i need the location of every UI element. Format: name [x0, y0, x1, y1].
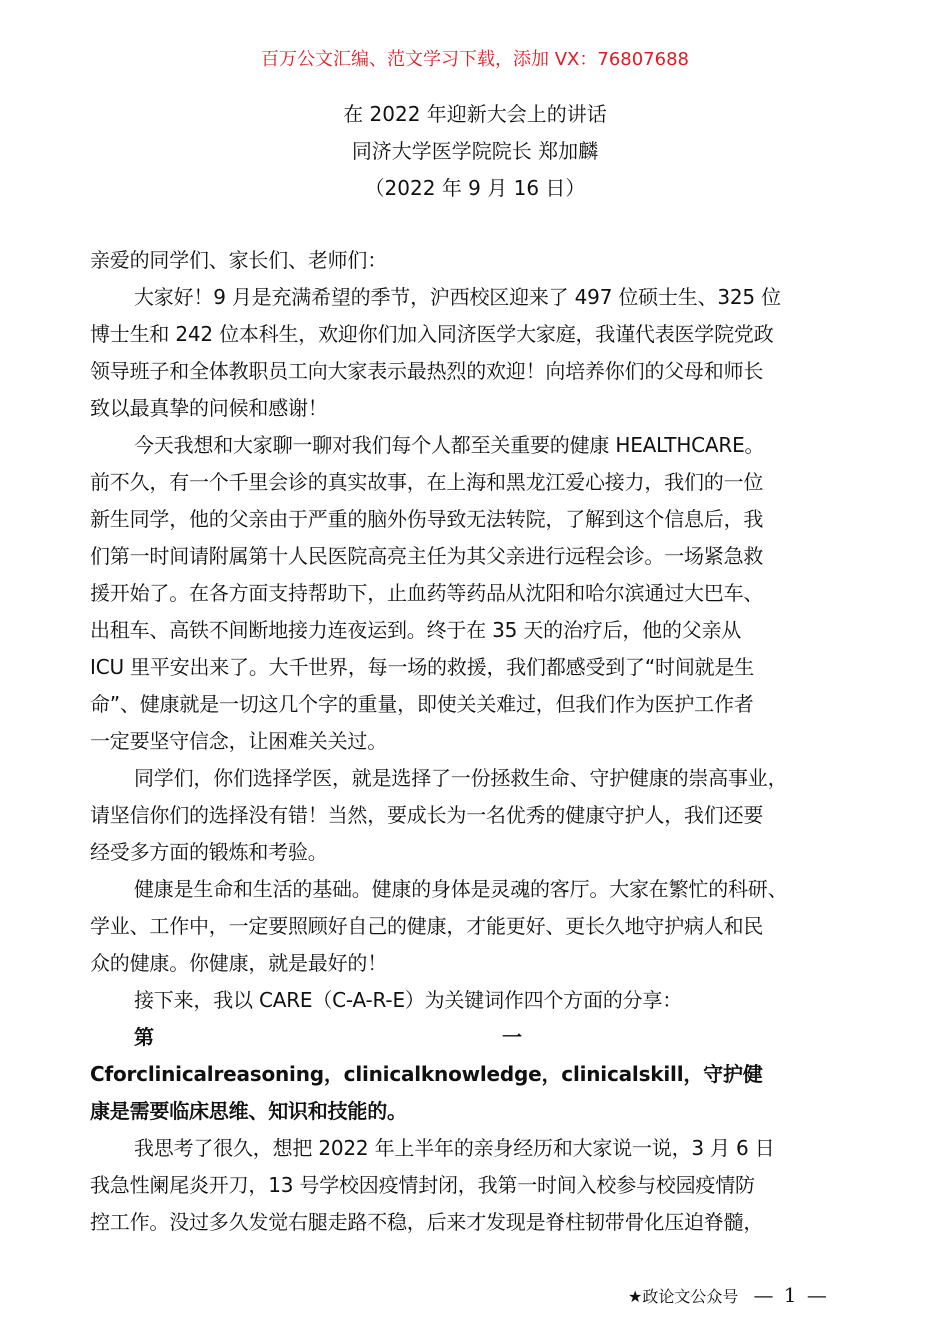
text-line: 新生同学，他的父亲由于严重的脑外伤导致无法转院，了解到这个信息后，我: [90, 507, 764, 531]
text-line: 领导班子和全体教职员工向大家表示最热烈的欢迎！向培养你们的父母和师长: [90, 359, 764, 383]
text-line: 众的健康。你健康，就是最好的！: [90, 951, 387, 975]
text-line: 学业、工作中，一定要照顾好自己的健康，才能更好、更长久地守护病人和民: [90, 914, 764, 938]
text-line: 健康是生命和生活的基础。健康的身体是灵魂的客厅。大家在繁忙的科研、: [134, 877, 788, 901]
paragraph-care-intro: [90, 982, 862, 1019]
title-block: [0, 96, 950, 207]
page-number: — 1 —: [753, 1283, 829, 1307]
text-line: 博士生和 242 位本科生，欢迎你们加入同济医学大家庭，我谨代表医学院党政: [90, 322, 774, 346]
text-line: 援开始了。在各方面支持帮助下，止血药等药品从沈阳和哈尔滨通过大巴车、: [90, 581, 764, 605]
document-body: [90, 242, 862, 1241]
text-line: 命”、健康就是一切这几个字的重量，即使关关难过，但我们作为医护工作者: [90, 692, 754, 716]
text-line: 今天我想和大家聊一聊对我们每个人都至关重要的健康 HEALTHCARE。: [134, 433, 765, 457]
text-line: 大家好！9 月是充满希望的季节，沪西校区迎来了 497 位硕士生、325 位: [134, 285, 781, 309]
watermark-banner: 百万公文汇编、范文学习下载，添加 VX：76807688: [261, 49, 689, 70]
text-line: 控工作。没过多久发觉右腿走路不稳，后来才发现是脊柱韧带骨化压迫脊髓，: [90, 1210, 764, 1234]
page-footer: [628, 1280, 829, 1312]
paragraph-choice: [90, 760, 862, 871]
text-line: 请坚信你们的选择没有错！当然，要成长为一名优秀的健康守护人，我们还要: [90, 803, 764, 827]
text-line: 我思考了很久，想把 2022 年上半年的亲身经历和大家说一说，3 月 6 日: [134, 1136, 775, 1160]
text-line: 致以最真挚的问候和感谢！: [90, 396, 328, 420]
section-ordinal: 一: [502, 1025, 522, 1049]
text-line: 我急性阑尾炎开刀，13 号学校因疫情封闭，我第一时间入校参与校园疫情防: [90, 1173, 755, 1197]
text-line: 出租车、高铁不间断地接力连夜运到。终于在 35 天的治疗后，他的父亲从: [90, 618, 742, 642]
text-line: 接下来，我以 CARE（C-A-R-E）为关键词作四个方面的分享：: [134, 988, 683, 1012]
text-line: ICU 里平安出来了。大千世界，每一场的救援，我们都感受到了“时间就是生: [90, 655, 755, 679]
text-line: 一定要坚守信念，让困难关关过。: [90, 729, 387, 753]
speech-title: 在 2022 年迎新大会上的讲话: [343, 102, 607, 126]
section-heading-first: [90, 1019, 862, 1130]
section-heading-line: 康是需要临床思维、知识和技能的。: [90, 1099, 407, 1123]
paragraph-welcome: [90, 279, 862, 427]
speaker-line: 同济大学医学院院长 郑加麟: [351, 139, 599, 163]
section-number-line: [90, 1019, 862, 1056]
text-line: 经受多方面的锻炼和考验。: [90, 840, 328, 864]
footer-source: ★政论文公众号: [628, 1287, 739, 1306]
paragraph-personal-experience: [90, 1130, 862, 1241]
paragraph-healthcare-story: [90, 427, 862, 760]
section-heading-line: Cforclinicalreasoning，clinicalknowledge，clinicalskill，守护健: [90, 1062, 763, 1086]
salutation: 亲爱的同学们、家长们、老师们：: [90, 248, 387, 272]
section-prefix: 第: [134, 1025, 154, 1049]
speech-date: （2022 年 9 月 16 日）: [364, 176, 586, 200]
text-line: 同学们，你们选择学医，就是选择了一份拯救生命、守护健康的崇高事业，: [134, 766, 788, 790]
paragraph-health-foundation: [90, 871, 862, 982]
text-line: 前不久，有一个千里会诊的真实故事，在上海和黑龙江爱心接力，我们的一位: [90, 470, 764, 494]
text-line: 们第一时间请附属第十人民医院高亮主任为其父亲进行远程会诊。一场紧急救: [90, 544, 764, 568]
